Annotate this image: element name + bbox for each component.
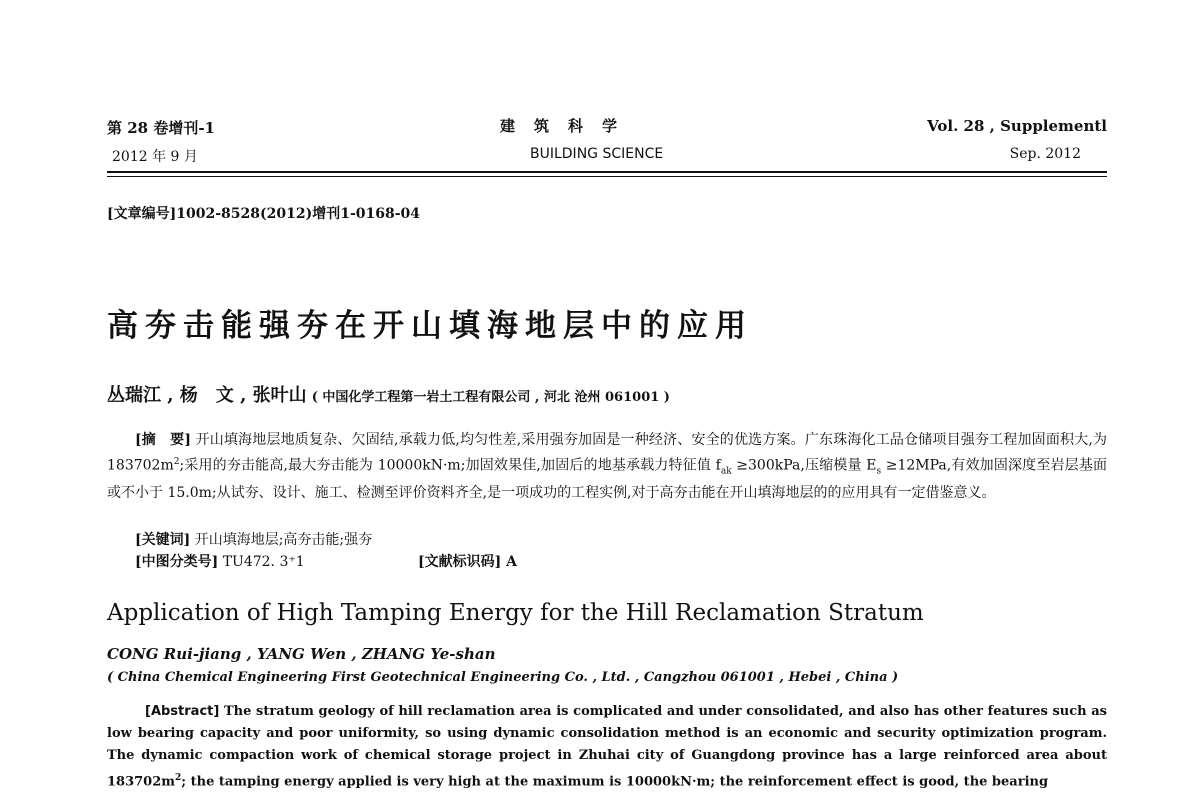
abstract-text-cn-2: ;采用的夯击能高,最大夯击能为 10000kN·m;加固效果佳,加固后的地基承载力特征值 f xyxy=(179,457,721,474)
header-rule-thin xyxy=(107,176,1107,177)
abstract-sup: 2 xyxy=(173,457,180,467)
article-number: [文章编号]1002-8528(2012)增刊1-0168-04 xyxy=(107,206,421,222)
classification-clc xyxy=(135,551,305,571)
abstract-cn xyxy=(107,429,1107,504)
authors-en: CONG Rui-jiang , YANG Wen , ZHANG Ye-shan xyxy=(107,645,496,663)
abstract-en xyxy=(107,701,1107,793)
abstract-sub-s: s xyxy=(876,466,882,477)
doc-label: [文献标识码] xyxy=(418,554,502,570)
classification-doc xyxy=(418,551,517,571)
affiliation-cn: ( 中国化学工程第一岩土工程有限公司 , 河北 沧州 061001 ) xyxy=(311,390,670,405)
authors-block-cn xyxy=(107,381,670,407)
abstract-en-sup: 2 xyxy=(175,773,182,783)
abstract-text-en-2: ; the tamping energy applied is very high at the maximum is 10000kN·m; the reinforcement effect is good, the bearing xyxy=(181,774,1049,790)
doc-value: A xyxy=(501,554,517,570)
volume-en: Vol. 28 , Supplementl xyxy=(927,117,1107,135)
keywords-text: 开山填海地层;高夯击能;强夯 xyxy=(190,532,373,548)
abstract-text-cn-3: ≥300kPa,压缩模量 E xyxy=(731,457,877,474)
affiliation-en: ( China Chemical Engineering First Geotechnical Engineering Co. , Ltd. , Cangzhou 061001 , Hebei , China ) xyxy=(107,670,899,685)
journal-title-cn: 建 筑 科 学 xyxy=(500,117,620,135)
keywords-label: [关键词] xyxy=(135,532,191,548)
keywords-cn xyxy=(135,529,372,549)
title-cn: 高夯击能强夯在开山填海地层中的应用 xyxy=(107,308,753,344)
authors-cn: 丛瑞江 , 杨 文 , 张叶山 xyxy=(107,385,307,406)
date-cn: 2012 年 9 月 xyxy=(112,149,198,165)
clc-label: [中图分类号] xyxy=(135,554,219,570)
abstract-text-en: The stratum geology of hill reclamation area is complicated and under consolidated, and also has other features such as low bearing capacity and poor uniformity, so using dynamic consolidation method is an economic and security optimization program. The dynamic compaction work of chemical storage project in Zhuhai city of Guangdong province has a large reinforced area about 183702m xyxy=(107,704,1107,790)
abstract-sub-ak: ak xyxy=(720,466,732,477)
journal-title-en: BUILDING SCIENCE xyxy=(530,146,664,162)
header-rule-thick xyxy=(107,171,1107,173)
abstract-text-cn-4: ≥12MPa,有效加固深度至岩层基面或不小于 15.0m;从试夯、设计、施工、检测至评价资料齐全,是一项成功的工程实例,对于高夯击能在开山填海地层的的应用具有一定借鉴意义。 xyxy=(107,457,1107,502)
clc-value: TU472. 3⁺1 xyxy=(218,554,305,570)
abstract-text-cn: 开山填海地层地质复杂、欠固结,承载力低,均匀性差,采用强夯加固是一种经济、安全的优选方案。广东珠海化工品仓储项目强夯工程加固面积大,为 183702m xyxy=(107,432,1107,474)
abstract-label-cn: [摘 要] xyxy=(135,432,191,448)
abstract-label-en: [Abstract] xyxy=(145,704,220,719)
date-en: Sep. 2012 xyxy=(1009,146,1081,162)
title-en: Application of High Tamping Energy for the Hill Reclamation Stratum xyxy=(107,600,924,626)
volume-cn: 第 28 卷增刊-1 xyxy=(107,119,215,137)
